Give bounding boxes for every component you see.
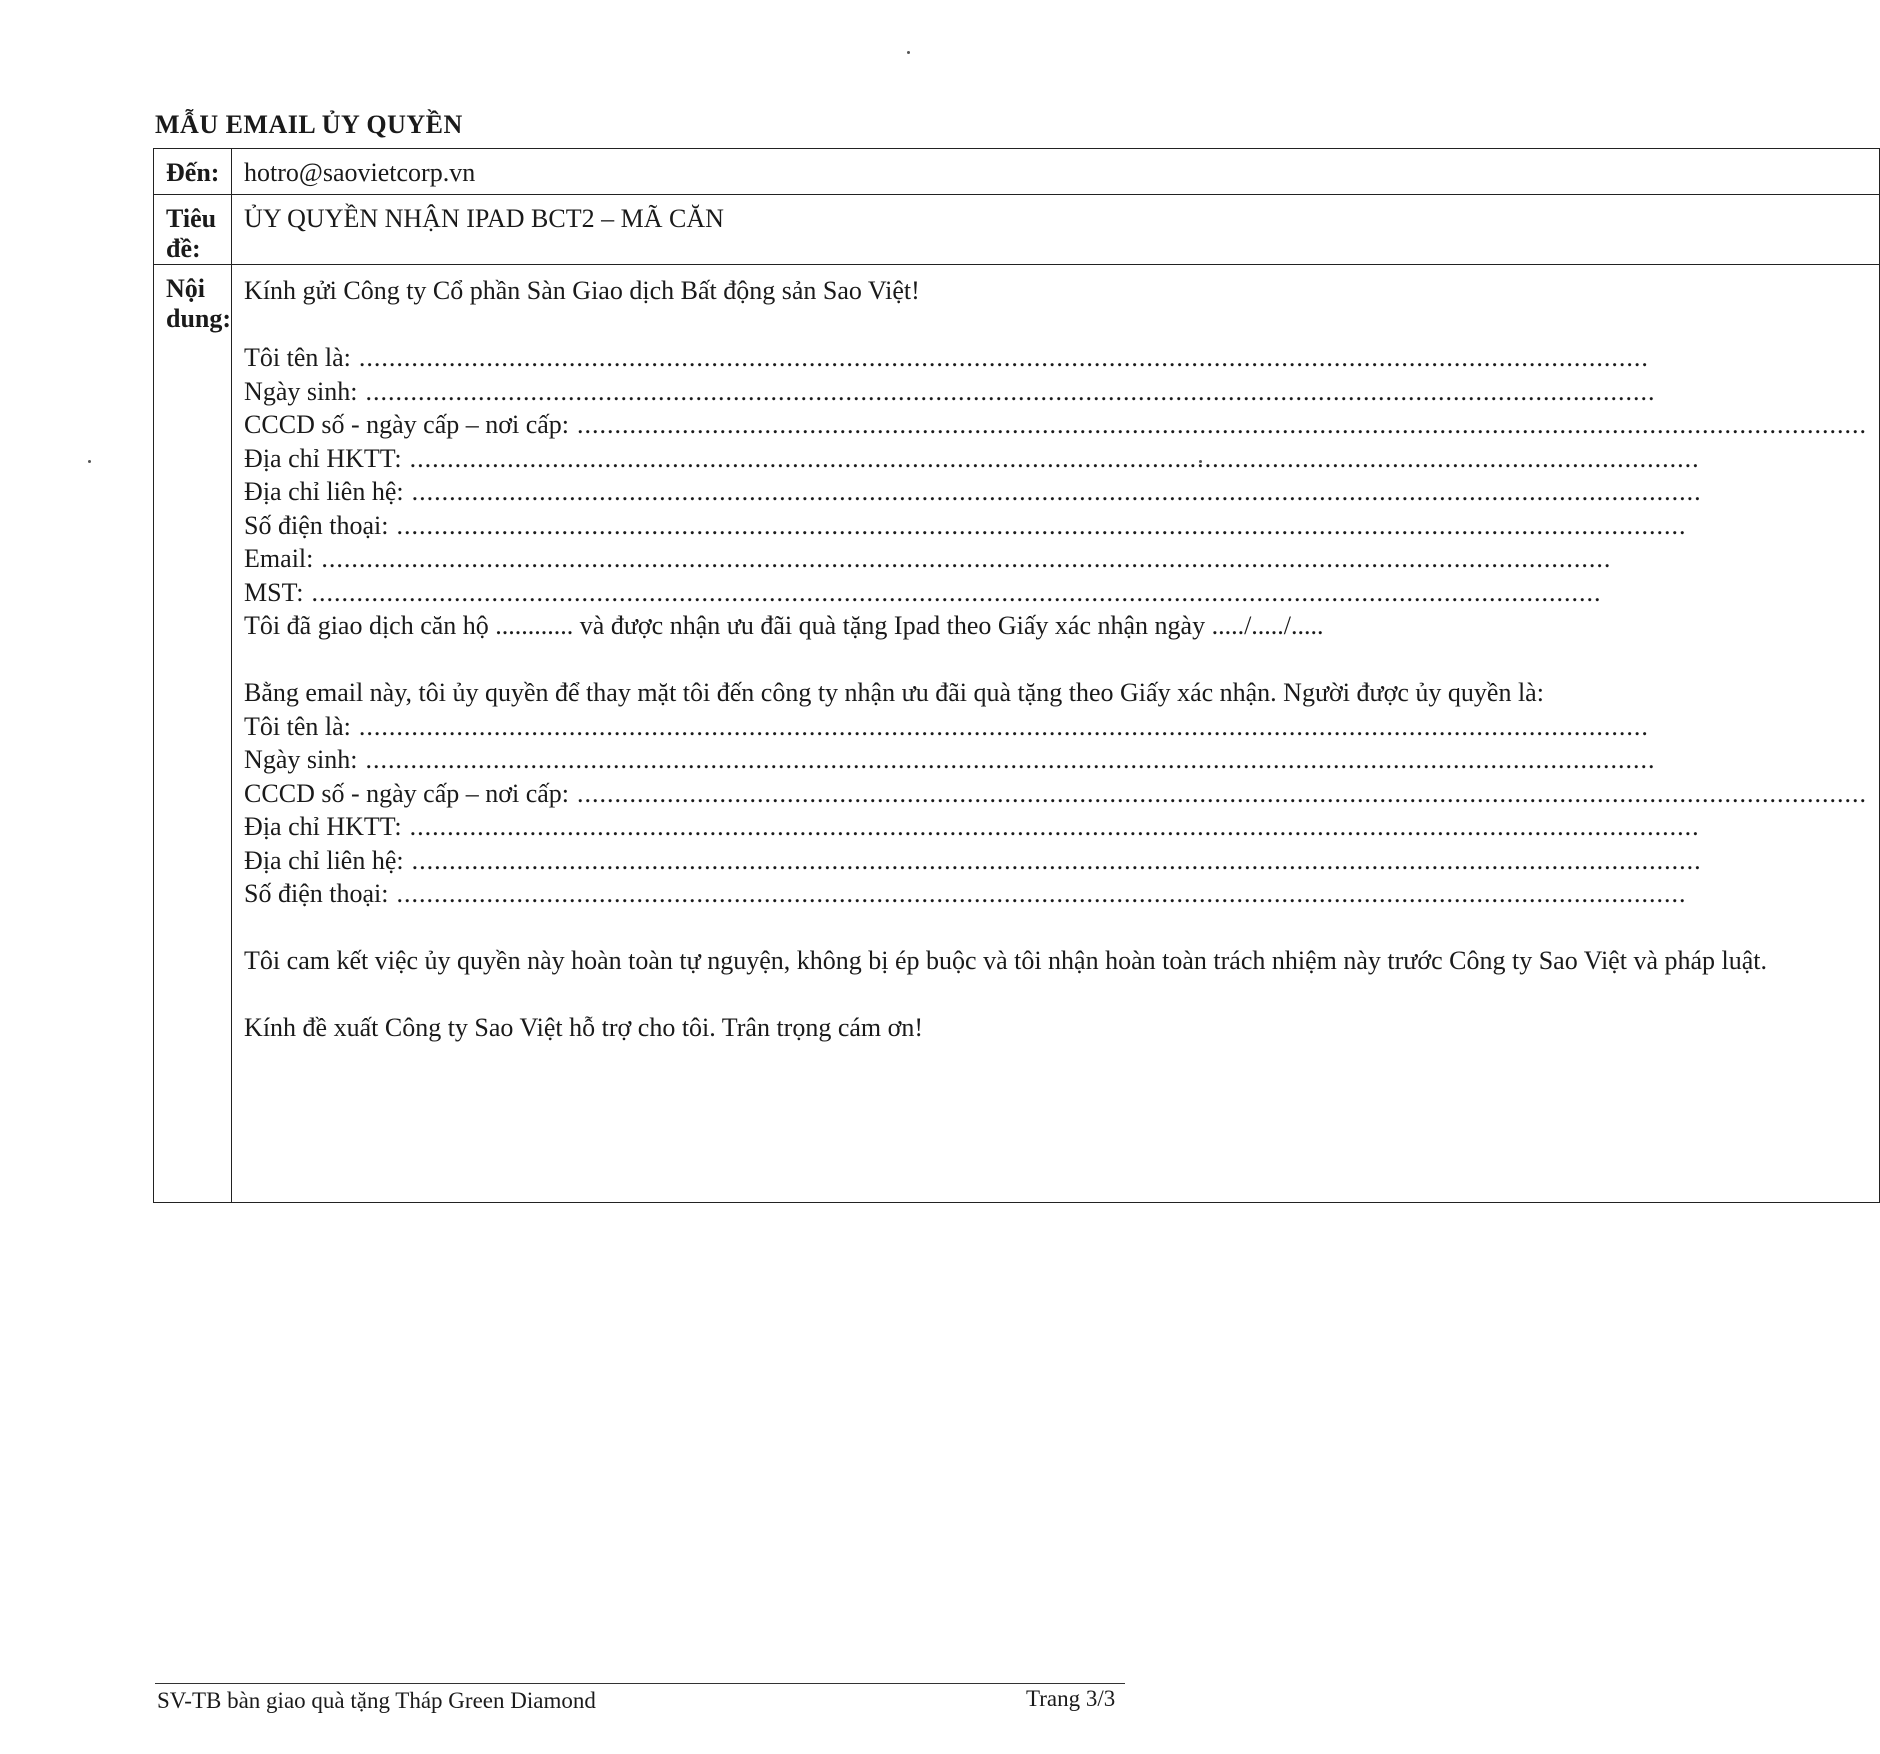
field-label: CCCD số - ngày cấp – nơi cấp: xyxy=(244,410,570,439)
fill-line xyxy=(359,341,1867,375)
fill-line xyxy=(365,375,1867,409)
fill-line xyxy=(365,743,1867,777)
principal-phone-field xyxy=(244,509,1867,543)
proxy-phone-field xyxy=(244,877,1867,911)
fill-line xyxy=(412,844,1867,878)
principal-id-field xyxy=(244,408,1867,442)
scan-speck xyxy=(88,460,91,463)
proxy-address-field xyxy=(244,844,1867,878)
footer-page-number: Trang 3/3 xyxy=(1026,1686,1116,1711)
email-form-table xyxy=(153,148,1880,1203)
field-label: Số điện thoại: xyxy=(244,510,389,540)
proxy-hktt-field xyxy=(244,810,1867,844)
fill-line xyxy=(410,442,1867,476)
field-label: Ngày sinh: xyxy=(244,745,358,774)
closing-paragraph: Kính đề xuất Công ty Sao Việt hỗ trợ cho tôi. Trân trọng cám ơn! xyxy=(244,1013,924,1042)
proxy-id-field xyxy=(244,777,1867,811)
content-label: Nội dung: xyxy=(154,265,232,1203)
subject-row xyxy=(154,195,1880,265)
field-label: Địa chỉ liên hệ: xyxy=(244,845,404,875)
fill-line xyxy=(311,576,1867,610)
footer-document-code: SV-TB bàn giao quà tặng Tháp Green Diamond xyxy=(157,1688,596,1713)
commitment-paragraph: Tôi cam kết việc ủy quyền này hoàn toàn tự nguyện, không bị ép buộc và tôi nhận hoàn toàn trách nhiệm này trước Công ty Sao Việt và pháp luật. xyxy=(244,946,1768,975)
field-label: CCCD số - ngày cấp – nơi cấp: xyxy=(244,778,570,808)
fill-line xyxy=(359,710,1867,744)
fill-line xyxy=(396,877,1867,911)
fill-line xyxy=(321,542,1867,576)
field-label: Địa chỉ HKTT: xyxy=(244,443,402,473)
to-label: Đến: xyxy=(154,149,232,195)
principal-tax-field xyxy=(244,576,1867,610)
content-row xyxy=(154,265,1880,1203)
field-label: MST: xyxy=(244,577,304,607)
fill-line xyxy=(412,475,1867,509)
principal-name-field xyxy=(244,341,1867,375)
subject-value: ỦY QUYỀN NHẬN IPAD BCT2 – MÃ CĂN xyxy=(232,195,1880,265)
proxy-name-field xyxy=(244,710,1867,744)
to-value: hotro@saovietcorp.vn xyxy=(232,149,1880,195)
subject-label: Tiêu đề: xyxy=(154,195,232,265)
field-label: Địa chỉ HKTT: xyxy=(244,812,402,841)
fill-line xyxy=(577,408,1867,442)
to-row xyxy=(154,149,1880,195)
fill-line xyxy=(577,777,1867,811)
scan-speck xyxy=(907,51,910,54)
greeting: Kính gửi Công ty Cổ phần Sàn Giao dịch Bất động sản Sao Việt! xyxy=(244,276,920,305)
authorization-paragraph: Bằng email này, tôi ủy quyền để thay mặt tôi đến công ty nhận ưu đãi quà tặng theo Giấy xác nhận. Người được ủy quyền là: xyxy=(244,678,1544,707)
content-body xyxy=(232,265,1880,1203)
principal-dob-field xyxy=(244,375,1867,409)
principal-hktt-field xyxy=(244,442,1867,476)
principal-email-field xyxy=(244,542,1867,576)
principal-address-field xyxy=(244,475,1867,509)
proxy-dob-field xyxy=(244,743,1867,777)
field-label: Số điện thoại: xyxy=(244,879,389,908)
fill-line xyxy=(396,509,1867,543)
field-label: Tôi tên là: xyxy=(244,343,351,372)
field-label: Địa chỉ liên hệ: xyxy=(244,477,404,506)
field-label: Email: xyxy=(244,544,314,573)
fill-line xyxy=(410,810,1867,844)
transaction-paragraph: Tôi đã giao dịch căn hộ ............ và được nhận ưu đãi quà tặng Ipad theo Giấy xác nhận ngày ...../...../..... xyxy=(244,611,1324,640)
footer-divider xyxy=(155,1683,1125,1684)
field-label: Ngày sinh: xyxy=(244,376,358,406)
document-title: MẪU EMAIL ỦY QUYỀN xyxy=(155,110,463,139)
field-label: Tôi tên là: xyxy=(244,711,351,741)
